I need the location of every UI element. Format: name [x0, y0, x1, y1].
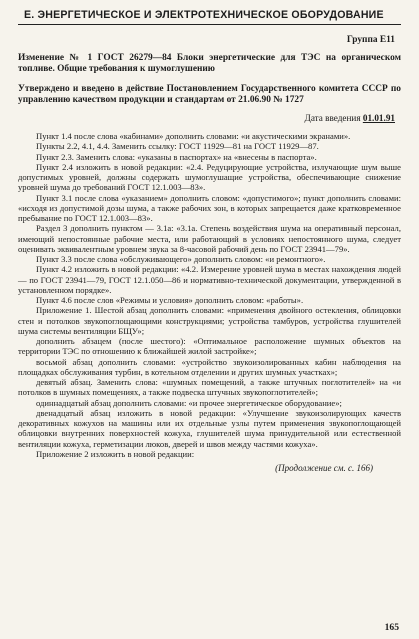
paragraph: Пункт 3.3 после слова «обслуживающего» дополнить словом: «и ремонтного». — [36, 254, 326, 264]
continuation-note: (Продолжение см. с. 166) — [275, 463, 373, 473]
page-number: 165 — [384, 622, 399, 633]
effective-date-line — [18, 113, 395, 124]
paragraph: девятый абзац. Заменить слова: «шумных помещений, а также штучных поглотителей» на «и потолков в шумных помещениях, а также подвеска штучных звукопоглотителей»; — [18, 377, 401, 398]
running-head: Е. ЭНЕРГЕТИЧЕСКОЕ И ЭЛЕКТРОТЕХНИЧЕСКОЕ ОБОРУДОВАНИЕ — [24, 9, 384, 21]
paragraph: дополнить абзацем (после шестого): «Оптимальное расположение шумных объектов на территории ТЭС по отношению к ближайшей жилой застройке»; — [18, 336, 401, 357]
header-rule — [18, 24, 401, 25]
approval-statement: Утверждено и введено в действие Постановлением Государственного комитета СССР по управлению качеством продукции и стандартам от 21.06.90 № 1727 — [18, 84, 401, 105]
paragraph: Пункт 2.3. Заменить слова: «указаны в паспортах» на «внесены в паспорта». — [36, 151, 317, 162]
effective-date-label: Дата введения — [304, 113, 361, 123]
paragraph: Пункт 3.1 после слова «указанием» дополнить словом: «допустимого»; пункт дополнить словами: «исходя из допустимой дозы шума, а также рабочих зон, в которых запрещается даже кратковременное пребывание по ГОСТ 12.1.003—83». — [18, 192, 401, 223]
paragraph: Пункт 1.4 после слова «кабинами» дополнить словами: «и акустическими экранами». — [36, 131, 351, 141]
paragraph: Пункты 2.2, 4.1, 4.4. Заменить ссылку: ГОСТ 11929—81 на ГОСТ 11929—87. — [36, 141, 319, 152]
paragraph: Раздел 3 дополнить пунктом — 3.1а: «3.1а. Степень воздействия шума на оперативный персонал, имеющий непостоянные рабочие места, или работающий в условиях непостоянного шума, следует оценивать эквивалентным уровнем звука за 8-часовой рабочий день по ГОСТ 23941—79». — [18, 223, 401, 254]
paragraph: восьмой абзац дополнить словами: «устройство звукоизолированных кабин наблюдения на площадках обслуживания турбин, в котельном отделении и других шумных участках»; — [18, 356, 401, 377]
effective-date-value: 01.01.91 — [362, 113, 395, 123]
paragraph: Пункт 4.6 после слов «Режимы и условия» дополнить словом: «работы». — [36, 295, 304, 305]
paragraph: одиннадцатый абзац дополнить словами: «и прочее энергетическое оборудование»; — [36, 397, 342, 408]
paragraph: Приложение 2 изложить в новой редакции: — [36, 448, 195, 459]
paragraph: Пункт 2.4 изложить в новой редакции: «2.4. Редуцирующие устройства, излучающие шум выше допустимых уровней, должны содержать шумоглушащие устройства, обеспечивающие снижение уровней шума до требований ГОСТ 12.1.003—83». — [18, 161, 401, 193]
amendment-title: Изменение № 1 ГОСТ 26279—84 Блоки энергетические для ТЭС на органическом топливе. Общие требования к шумоглушению — [18, 53, 401, 74]
paragraph: двенадцатый абзац изложить в новой редакции: «Улучшение звукоизолирующих качеств декоративных кожухов на машины или их отдельные узлы путем применения звукопоглощающей облицовки внутренних поверхностей кожуха, глушителей шума принудительной или естественной вентиляции кожуха, герметизации люков, дверей и швов между частями кожуха». — [18, 407, 401, 449]
group-label: Группа Е11 — [346, 35, 395, 45]
paragraph: Приложение 1. Шестой абзац дополнить словами: «применения двойного остекления, облицовки стен и потолков звукопоглощающими конструкциями; устройства тамбуров, устройства глушителей шума системы вентиляции БЩУ»; — [18, 305, 401, 336]
paragraph: Пункт 4.2 изложить в новой редакции: «4.2. Измерение уровней шума в местах нахождения людей — по ГОСТ 23941—79, ГОСТ 12.1.050—86 и нормативно-технической документации, утвержденной в установленном порядке». — [18, 264, 401, 295]
amendment-body — [18, 131, 401, 459]
